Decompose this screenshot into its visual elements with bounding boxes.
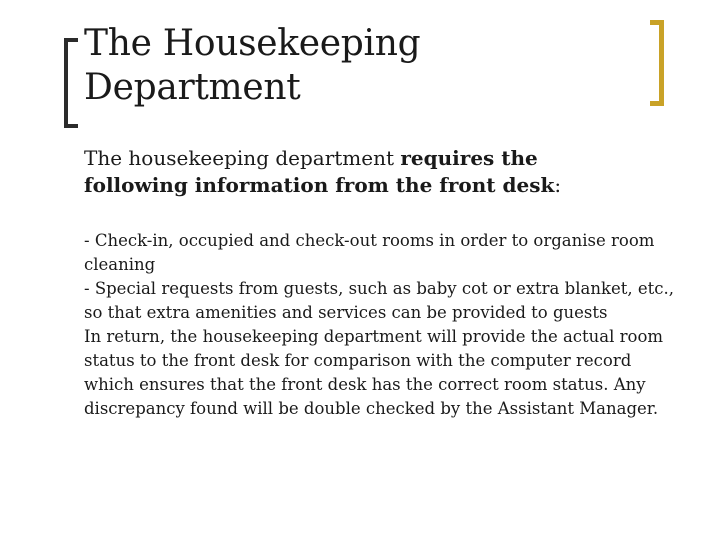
left-bracket-decoration bbox=[64, 38, 78, 128]
closing-paragraph: In return, the housekeeping department will provide the actual room status to the front desk for comparison with the computer record which ensures that the front desk has the correct room status. Any discrepancy found will be double checked by the Assistant Manager. bbox=[84, 327, 664, 418]
slide-content bbox=[84, 145, 684, 421]
title-line-2: Department bbox=[84, 67, 301, 108]
title-line-1: The Housekeeping bbox=[84, 23, 421, 64]
intro-plain-text: The housekeeping department bbox=[84, 146, 401, 170]
intro-paragraph bbox=[84, 145, 684, 199]
intro-bold-text-1: requires the bbox=[400, 146, 538, 170]
right-bracket-decoration bbox=[650, 20, 664, 106]
intro-end-text: : bbox=[554, 173, 562, 197]
bullet-item: - Check-in, occupied and check-out rooms in order to organise room cleaning bbox=[84, 231, 655, 274]
bullet-item: - Special requests from guests, such as baby cot or extra blanket, etc., so that extra amenities and services can be provided to guests bbox=[84, 279, 674, 322]
slide-title bbox=[84, 22, 420, 110]
intro-bold-text-2: following information from the front desk bbox=[84, 173, 555, 197]
